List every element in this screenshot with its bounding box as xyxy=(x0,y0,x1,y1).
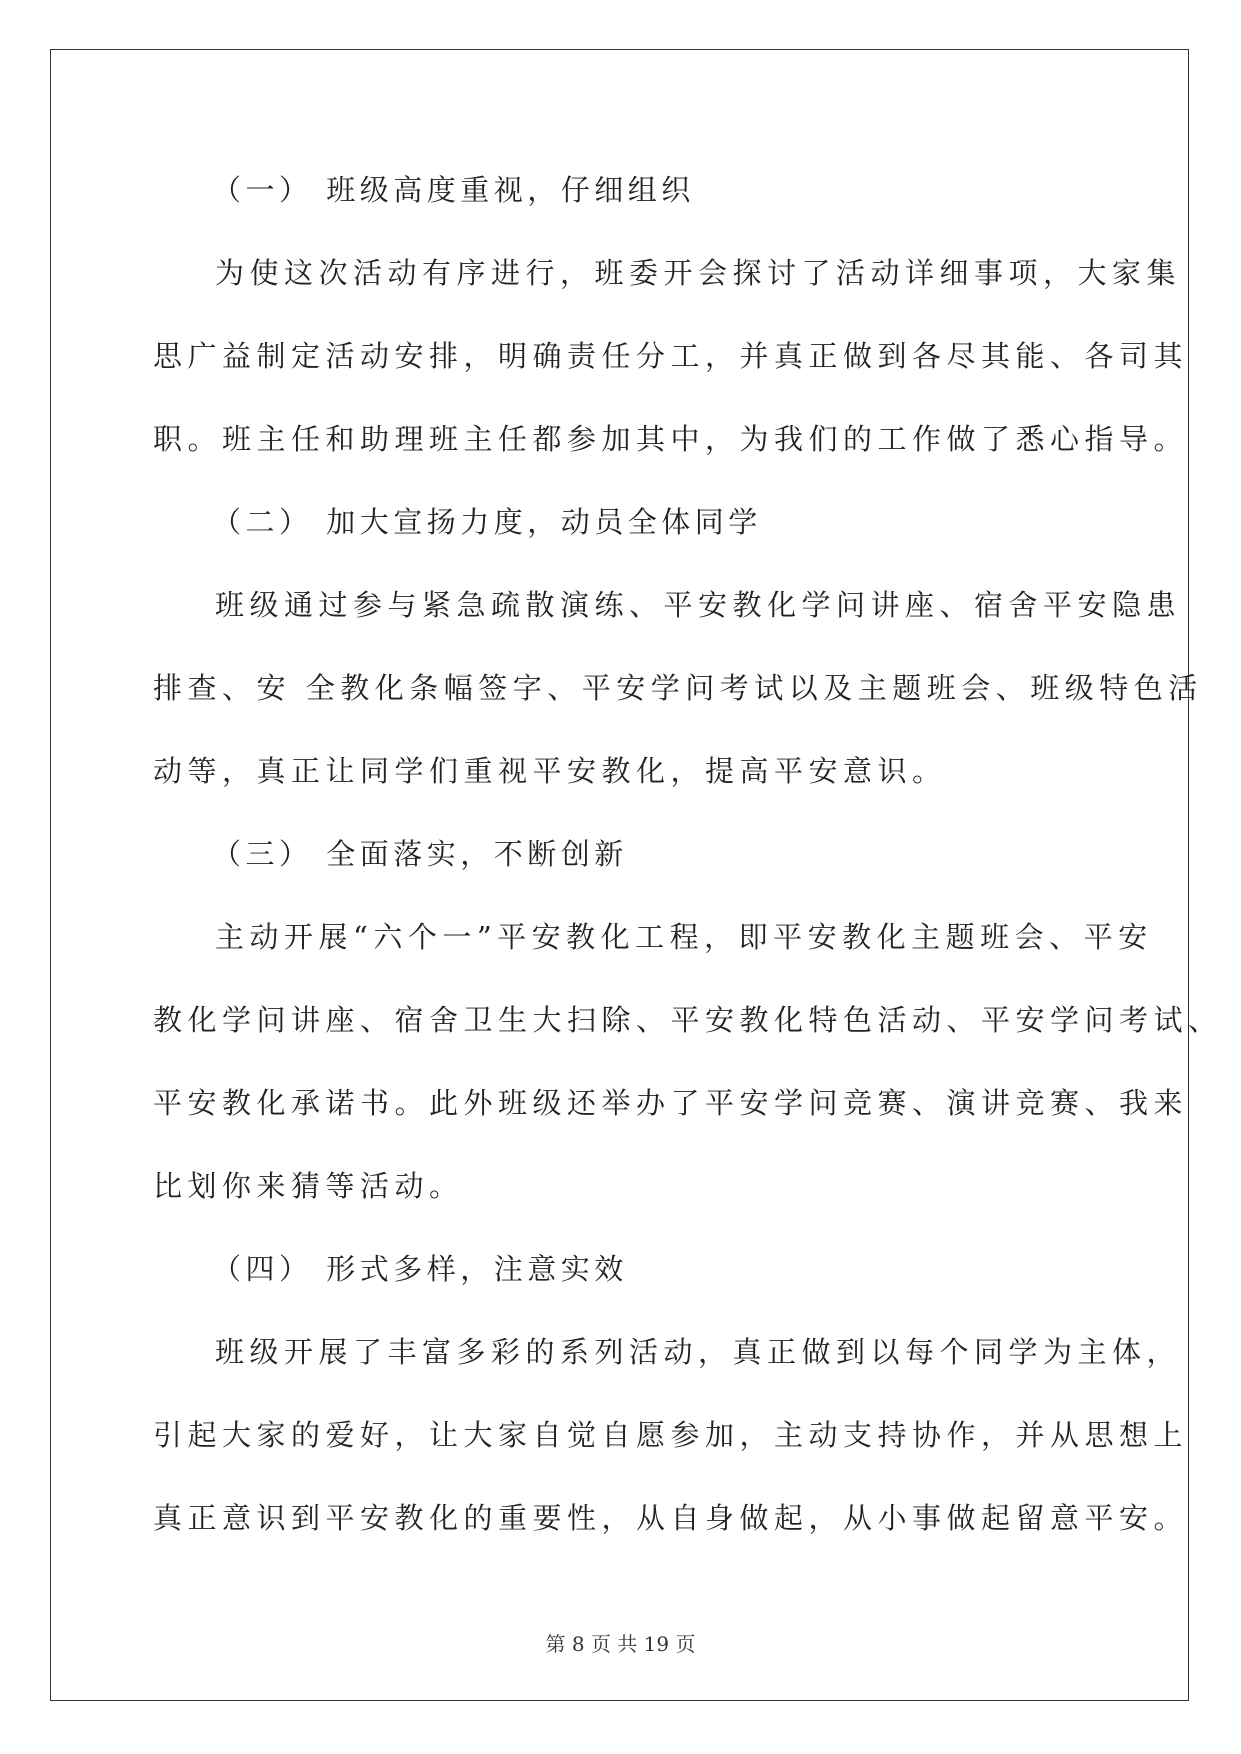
paragraph-line: 主动开展“六个一”平安教化工程，即平安教化主题班会、平安 xyxy=(215,920,1153,954)
paragraph-line: 思广益制定活动安排，明确责任分工，并真正做到各尽其能、各司其 xyxy=(153,339,1189,373)
paragraph-line: 班级通过参与紧急疏散演练、平安教化学问讲座、宿舍平安隐患 xyxy=(215,588,1182,622)
paragraph-line: 为使这次活动有序进行，班委开会探讨了活动详细事项，大家集 xyxy=(215,256,1182,290)
section-heading-1: （一） 班级高度重视，仔细组织 xyxy=(212,173,695,207)
paragraph-line: 引起大家的爱好，让大家自觉自愿参加，主动支持协作，并从思想上 xyxy=(153,1418,1189,1452)
paragraph-line: 比划你来猜等活动。 xyxy=(153,1169,464,1203)
page-number-footer: 第 8 页 共 19 页 xyxy=(545,1632,696,1656)
paragraph-line: 教化学问讲座、宿舍卫生大扫除、平安教化特色活动、平安学问考试、 xyxy=(153,1003,1223,1037)
paragraph-line: 动等，真正让同学们重视平安教化，提高平安意识。 xyxy=(153,754,947,788)
paragraph-line: 职。班主任和助理班主任都参加其中，为我们的工作做了悉心指导。 xyxy=(153,422,1189,456)
paragraph-line: 排查、安 全教化条幅签字、平安学问考试以及主题班会、班级特色活 xyxy=(153,671,1203,705)
paragraph-line: 平安教化承诺书。此外班级还举办了平安学问竞赛、演讲竞赛、我来 xyxy=(153,1086,1189,1120)
section-heading-2: （二） 加大宣扬力度，动员全体同学 xyxy=(212,505,762,539)
paragraph-line: 班级开展了丰富多彩的系列活动，真正做到以每个同学为主体， xyxy=(215,1335,1182,1369)
paragraph-line: 真正意识到平安教化的重要性，从自身做起，从小事做起留意平安。 xyxy=(153,1501,1189,1535)
section-heading-3: （三） 全面落实，不断创新 xyxy=(212,837,628,871)
section-heading-4: （四） 形式多样，注意实效 xyxy=(212,1252,628,1286)
